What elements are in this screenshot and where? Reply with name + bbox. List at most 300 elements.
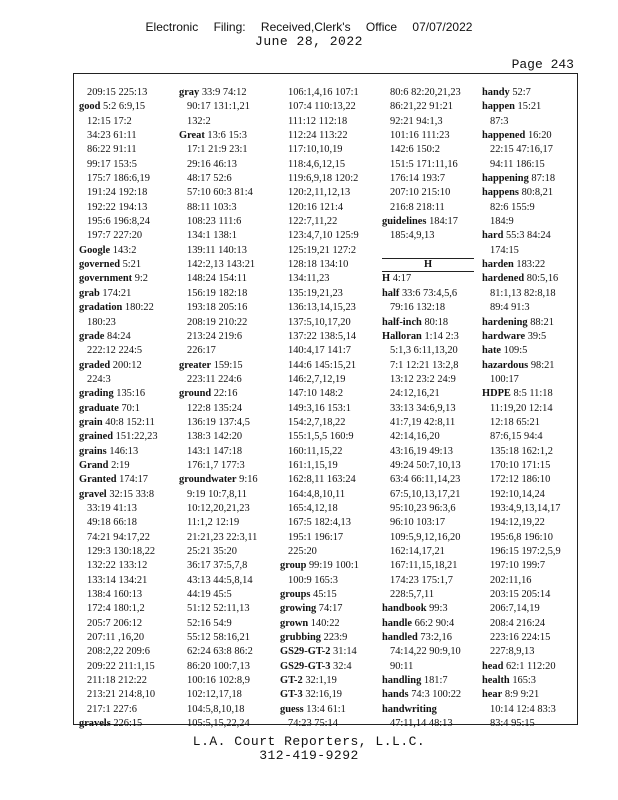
index-entry	[482, 172, 561, 186]
page-line-refs: 87:6,15 94:4	[490, 431, 543, 443]
page-line-refs: 66:2 90:4	[414, 617, 455, 629]
page-line-refs: 143:2	[112, 244, 137, 256]
page-line-refs: 174:17	[119, 474, 149, 486]
index-entry-continuation	[280, 373, 359, 387]
index-entry-continuation	[482, 617, 561, 631]
page-line-refs: 5:1,3 6:11,13,20	[390, 345, 458, 357]
page-line-refs: 74:17	[318, 603, 343, 615]
index-entry-continuation	[79, 229, 158, 243]
page-line-refs: 12:15 17:2	[87, 115, 132, 127]
page-line-refs: 62:24 63:8 86:2	[187, 646, 253, 658]
index-entry-continuation	[482, 488, 561, 502]
page-line-refs: 162:14,17,21	[390, 546, 445, 557]
index-entry	[382, 674, 474, 688]
index-entry	[482, 660, 561, 674]
index-entry	[179, 86, 258, 100]
page-line-refs: 122:8 135:24	[187, 402, 243, 414]
page-line-refs: 52:16 54:9	[187, 617, 232, 629]
index-entry	[280, 631, 359, 645]
index-word: ground	[179, 388, 212, 400]
index-entry-continuation	[382, 445, 474, 459]
page-line-refs: 200:12	[112, 359, 142, 371]
index-word: governed	[79, 259, 120, 271]
index-entry-continuation	[482, 531, 561, 545]
page-line-refs: 129:3 130:18,22	[87, 546, 156, 557]
index-entry	[382, 287, 474, 301]
page-line-refs: 90:17 131:1,21	[187, 101, 250, 113]
page-line-refs: 17:1 21:9 23:1	[187, 144, 248, 156]
index-entry	[280, 602, 359, 616]
index-entry-continuation	[79, 143, 158, 157]
page-line-refs: 139:11 140:13	[187, 244, 247, 256]
index-entry-continuation	[179, 215, 258, 229]
page-line-refs: 209:22 211:1,15	[87, 660, 155, 672]
page-line-refs: 74:21 94:17,22	[87, 531, 150, 543]
index-word: grain	[79, 416, 103, 428]
index-word: H	[382, 273, 391, 285]
index-entry-continuation	[179, 143, 258, 157]
index-entry-continuation	[382, 574, 474, 588]
index-entry-continuation	[280, 258, 359, 272]
index-entry-continuation	[482, 559, 561, 573]
index-entry-continuation	[382, 660, 474, 674]
page-line-refs: 193:4,9,13,14,17	[490, 502, 561, 514]
page-line-refs: 43:16,19 49:13	[390, 445, 453, 457]
page-line-refs: 84:24	[107, 330, 131, 342]
index-word: happened	[482, 130, 526, 142]
index-word: happening	[482, 173, 529, 185]
index-column-3	[280, 86, 359, 731]
page-line-refs: 32:16,19	[305, 689, 342, 701]
page-line-refs: 109:5	[503, 345, 528, 357]
page-line-refs: 226:15	[113, 718, 143, 730]
index-entry-continuation	[280, 488, 359, 502]
index-word: Google	[79, 244, 111, 256]
index-entry-continuation	[280, 316, 359, 330]
page-line-refs: 140:22	[310, 617, 340, 629]
index-entry-continuation	[79, 373, 158, 387]
index-word: groundwater	[179, 474, 237, 486]
index-entry-continuation	[482, 373, 561, 387]
index-entry-continuation	[79, 703, 158, 717]
index-entry	[280, 688, 359, 702]
index-entry-continuation	[79, 201, 158, 215]
index-entry	[382, 703, 474, 717]
index-entry-continuation	[79, 86, 158, 100]
index-entry-continuation	[382, 516, 474, 530]
index-entry-continuation	[79, 186, 158, 200]
page-line-refs: 208:4 216:24	[490, 617, 546, 629]
page-line-refs: 5:21	[122, 259, 142, 271]
index-entry-continuation	[482, 588, 561, 602]
index-column-4	[382, 86, 474, 731]
index-entry	[482, 272, 561, 286]
index-entry-continuation	[179, 373, 258, 387]
index-entry-continuation	[179, 402, 258, 416]
filing-stamp	[0, 20, 618, 34]
page-line-refs: 216:8 218:11	[390, 201, 445, 213]
index-word: hardware	[482, 330, 526, 342]
index-word: groups	[280, 589, 311, 601]
index-entry	[280, 660, 359, 674]
index-entry	[482, 258, 561, 272]
index-entry-continuation	[179, 717, 258, 731]
page-line-refs: 45:15	[313, 589, 337, 601]
index-word: good	[79, 101, 101, 113]
index-entry	[280, 617, 359, 631]
index-entry-continuation	[79, 645, 158, 659]
page-line-refs: 32:15 33:8	[109, 488, 155, 500]
page-line-refs: 165:4,12,18	[288, 502, 338, 514]
index-entry	[482, 359, 561, 373]
page-line-refs: 70:1	[121, 402, 140, 414]
page-line-refs: 134:1 138:1	[187, 230, 237, 242]
index-entry-continuation	[482, 143, 561, 157]
index-entry-continuation	[79, 660, 158, 674]
index-word: grab	[79, 287, 100, 299]
index-word: growing	[280, 603, 317, 615]
index-entry-continuation	[382, 158, 474, 172]
index-entry	[280, 674, 359, 688]
index-entry	[482, 186, 561, 200]
index-entry	[79, 430, 158, 444]
page-line-refs: 9:2	[134, 273, 148, 285]
page-line-refs: 151:5 171:11,16	[390, 158, 458, 170]
page-line-refs: 167:5 182:4,13	[288, 517, 351, 529]
index-word: harden	[482, 259, 514, 271]
index-entry-continuation	[280, 445, 359, 459]
index-entry-continuation	[280, 129, 359, 143]
page-line-refs: 161:1,15,19	[288, 459, 338, 471]
index-entry-continuation	[482, 244, 561, 258]
page-line-refs: 167:11,15,18,21	[390, 560, 458, 572]
index-word: GS29-GT-3	[280, 660, 331, 672]
page-line-refs: 226:17	[187, 345, 216, 357]
page-line-refs: 88:11 103:3	[187, 201, 237, 213]
page-line-refs: 87:18	[531, 173, 556, 185]
index-entry-continuation	[280, 502, 359, 516]
page-line-refs: 194:12,19,22	[490, 517, 545, 529]
index-word: hear	[482, 689, 503, 701]
index-entry-continuation	[482, 631, 561, 645]
page-line-refs: 184:9	[490, 216, 514, 228]
index-entry-continuation	[179, 459, 258, 473]
index-entry-continuation	[179, 186, 258, 200]
page-line-refs: 25:21 35:20	[187, 546, 237, 557]
index-word: handbook	[382, 603, 427, 615]
index-entry	[179, 129, 258, 143]
page-line-refs: 100:16 102:8,9	[187, 675, 250, 687]
page-line-refs: 144:6 145:15,21	[288, 359, 357, 371]
index-entry-continuation	[179, 602, 258, 616]
index-entry	[79, 473, 158, 487]
index-entry	[79, 717, 158, 731]
page-line-refs: 208:2,22 209:6	[87, 646, 150, 658]
index-entry-continuation	[280, 272, 359, 286]
index-entry	[382, 330, 474, 344]
index-word: government	[79, 273, 133, 285]
page-line-refs: 8:5 11:18	[513, 388, 553, 400]
page-line-refs: 119:6,9,18 120:2	[288, 173, 359, 185]
index-word: guess	[280, 703, 304, 715]
page-line-refs: 88:21	[530, 316, 554, 328]
index-word: GT-2	[280, 675, 303, 687]
page-line-refs: 195:6,8 196:10	[490, 531, 553, 543]
index-word: grading	[79, 388, 114, 400]
index-entry-continuation	[179, 574, 258, 588]
index-word: hardening	[482, 316, 528, 328]
transcript-date: June 28, 2022	[255, 34, 363, 49]
page-line-refs: 55:3 84:24	[505, 230, 551, 242]
page-line-refs: 62:1 112:20	[505, 660, 556, 672]
index-word: happens	[482, 187, 519, 199]
page-line-refs: 87:3	[490, 115, 509, 127]
page-line-refs: 159:15	[213, 359, 243, 371]
index-entry-continuation	[482, 301, 561, 315]
index-entry-continuation	[280, 301, 359, 315]
page-line-refs: 120:2,11,12,13	[288, 187, 351, 199]
index-entry-continuation	[382, 459, 474, 473]
index-entry-continuation	[79, 602, 158, 616]
page-line-refs: 13:12 23:2 24:9	[390, 373, 456, 385]
page-line-refs: 39:5	[527, 330, 547, 342]
index-word: graduate	[79, 402, 119, 414]
index-entry-continuation	[79, 316, 158, 330]
index-entry	[79, 258, 158, 272]
index-word: Halloran	[382, 330, 422, 342]
page-line-refs: 196:15 197:2,5,9	[490, 546, 561, 557]
index-entry-continuation	[280, 402, 359, 416]
page-line-refs: 92:21 94:1,3	[390, 115, 443, 127]
index-entry	[79, 244, 158, 258]
index-entry-continuation	[280, 473, 359, 487]
index-entry-continuation	[179, 416, 258, 430]
filing-stamp-word: Filing:	[213, 20, 246, 34]
page-line-refs: 102:12,17,18	[187, 689, 242, 701]
index-entry-continuation	[280, 287, 359, 301]
page-line-refs: 195:1 196:17	[288, 531, 344, 543]
index-entry-continuation	[79, 588, 158, 602]
index-entry-continuation	[280, 143, 359, 157]
index-word: hard	[482, 230, 504, 242]
page-line-refs: 176:1,7 177:3	[187, 459, 245, 471]
index-entry-continuation	[79, 115, 158, 129]
index-word: gray	[179, 87, 200, 98]
index-entry	[280, 559, 359, 573]
index-entry-continuation	[280, 186, 359, 200]
index-entry	[482, 316, 561, 330]
index-entry-continuation	[79, 502, 158, 516]
index-entry-continuation	[280, 172, 359, 186]
page-line-refs: 223:9	[323, 632, 348, 644]
page-line-refs: 156:19 182:18	[187, 287, 248, 299]
index-entry-continuation	[79, 215, 158, 229]
page-line-refs: 51:12 52:11,13	[187, 603, 250, 615]
index-word: handling	[382, 675, 422, 687]
page-line-refs: 217:1 227:6	[87, 703, 137, 715]
index-entry	[79, 100, 158, 114]
page-line-refs: 137:5,10,17,20	[288, 316, 351, 328]
page-line-refs: 10:12,20,21,23	[187, 502, 250, 514]
index-entry-continuation	[280, 229, 359, 243]
page-line-refs: 133:14 134:21	[87, 574, 148, 586]
index-entry-continuation	[382, 373, 474, 387]
index-entry-continuation	[382, 100, 474, 114]
page-line-refs: 223:16 224:15	[490, 632, 551, 644]
index-entry-continuation	[179, 516, 258, 530]
footer-phone: 312-419-9292	[259, 748, 359, 763]
page-line-refs: 112:24 113:22	[288, 130, 348, 142]
page-line-refs: 52:7	[512, 87, 531, 98]
page-line-refs: 86:22 91:11	[87, 144, 137, 156]
index-entry-continuation	[280, 330, 359, 344]
page-line-refs: 57:10 60:3 81:4	[187, 187, 253, 199]
index-entry-continuation	[280, 344, 359, 358]
index-entry-continuation	[482, 215, 561, 229]
index-entry-continuation	[382, 430, 474, 444]
index-entry-continuation	[382, 143, 474, 157]
page-line-refs: 132:2	[187, 115, 211, 127]
page-line-refs: 174:21	[102, 287, 132, 299]
index-entry-continuation	[382, 473, 474, 487]
index-word: half	[382, 287, 400, 299]
page-line-refs: 40:8 152:11	[105, 416, 155, 428]
page-line-refs: 100:9 165:3	[288, 574, 338, 586]
index-entry-continuation	[179, 488, 258, 502]
index-word: gradation	[79, 302, 123, 314]
page-line-refs: 73:2,16	[420, 632, 452, 644]
index-entry	[280, 588, 359, 602]
page-line-refs: 213:21 214:8,10	[87, 689, 156, 701]
page-line-refs: 9:19 10:7,8,11	[187, 488, 247, 500]
footer-company: L.A. Court Reporters, L.L.C.	[192, 734, 426, 749]
page-line-refs: 100:17	[490, 373, 519, 385]
index-entry-continuation	[280, 201, 359, 215]
index-entry-continuation	[179, 430, 258, 444]
page-line-refs: 83:4 95:15	[490, 718, 535, 730]
page-line-refs: 33:6 73:4,5,6	[401, 287, 458, 299]
index-word: hardened	[482, 273, 525, 285]
index-entry	[482, 129, 561, 143]
page-line-refs: 192:22 194:13	[87, 201, 148, 213]
index-entry-continuation	[179, 531, 258, 545]
page-line-refs: 138:3 142:20	[187, 431, 243, 443]
index-word: Granted	[79, 474, 117, 486]
index-entry-continuation	[482, 645, 561, 659]
page-line-refs: 74:3 100:22	[411, 689, 462, 701]
index-entry-continuation	[179, 272, 258, 286]
page-line-refs: 86:20 100:7,13	[187, 660, 250, 672]
page-line-refs: 74:14,22 90:9,10	[390, 646, 461, 658]
page-line-refs: 228:5,7,11	[390, 589, 435, 601]
index-entry	[79, 359, 158, 373]
page-line-refs: 81:1,13 82:8,18	[490, 287, 556, 299]
index-entry-continuation	[280, 359, 359, 373]
page-line-refs: 123:4,7,10 125:9	[288, 230, 359, 242]
page-line-refs: 164:4,8,10,11	[288, 488, 346, 500]
page-line-refs: 209:15 225:13	[87, 87, 148, 98]
page-line-refs: 223:11 224:6	[187, 373, 242, 385]
index-entry-continuation	[280, 387, 359, 401]
index-entry-continuation	[179, 100, 258, 114]
index-entry	[79, 301, 158, 315]
index-entry-continuation	[280, 531, 359, 545]
page-line-refs: 120:16 121:4	[288, 201, 344, 213]
index-entry	[482, 86, 561, 100]
page-line-refs: 74:23 75:14	[288, 718, 338, 730]
index-word: hands	[382, 689, 409, 701]
page-line-refs: 48:17 52:6	[187, 173, 232, 185]
page-line-refs: 206:7,14,19	[490, 603, 540, 615]
section-letter: H	[382, 258, 474, 272]
page-line-refs: 32:4	[333, 660, 352, 672]
page-line-refs: 197:10 199:7	[490, 560, 546, 572]
page-line-refs: 11:19,20 12:14	[490, 402, 553, 414]
page-line-refs: 63:4 66:11,14,23	[390, 474, 461, 486]
index-entry-continuation	[79, 545, 158, 559]
index-entry-continuation	[382, 229, 474, 243]
page-line-refs: 140:4,17 141:7	[288, 345, 351, 357]
index-entry-continuation	[280, 416, 359, 430]
index-entry-continuation	[179, 172, 258, 186]
blank-line	[382, 244, 474, 258]
page-line-refs: 10:14 12:4 83:3	[490, 703, 556, 715]
page-line-refs: 33:13 34:6,9,13	[390, 402, 456, 414]
index-entry	[280, 703, 359, 717]
index-entry	[79, 287, 158, 301]
page-line-refs: 142:6 150:2	[390, 144, 440, 156]
page-line-refs: 109:5,9,12,16,20	[390, 531, 461, 543]
index-entry-continuation	[179, 631, 258, 645]
index-entry	[482, 344, 561, 358]
page-line-refs: 125:19,21 127:2	[288, 244, 357, 256]
index-entry-continuation	[179, 258, 258, 272]
index-entry	[79, 387, 158, 401]
index-entry	[482, 387, 561, 401]
page-line-refs: 32:1,19	[305, 675, 337, 687]
page-line-refs: 42:14,16,20	[390, 431, 440, 443]
page-line-refs: 227:8,9,13	[490, 646, 535, 658]
index-word: handwriting	[382, 703, 437, 715]
page-line-refs: 213:24 219:6	[187, 330, 243, 342]
index-entry	[482, 688, 561, 702]
page-line-refs: 222:12 224:5	[87, 345, 143, 357]
page-line-refs: 99:17 153:5	[87, 158, 137, 170]
index-entry-continuation	[280, 717, 359, 731]
index-word: hazardous	[482, 359, 529, 371]
index-word: happen	[482, 101, 515, 113]
index-entry-continuation	[280, 100, 359, 114]
index-word: gravel	[79, 488, 107, 500]
index-column-5	[482, 86, 561, 731]
page-line-refs: 29:16 46:13	[187, 158, 237, 170]
index-entry	[382, 316, 474, 330]
page-line-refs: 41:7,19 42:8,11	[390, 416, 456, 428]
index-entry-continuation	[179, 645, 258, 659]
index-entry	[482, 674, 561, 688]
index-entry-continuation	[482, 602, 561, 616]
index-entry-continuation	[280, 244, 359, 258]
index-entry-continuation	[179, 703, 258, 717]
index-entry-continuation	[179, 588, 258, 602]
page-line-refs: 191:24 192:18	[87, 187, 148, 199]
index-entry	[179, 387, 258, 401]
page-line-refs: 43:13 44:5,8,14	[187, 574, 253, 586]
page-line-refs: 21:21,23 22:3,11	[187, 531, 258, 543]
page-line-refs: 96:10 103:17	[390, 517, 446, 529]
index-entry-continuation	[179, 445, 258, 459]
page-line-refs: 108:23 111:6	[187, 216, 242, 228]
